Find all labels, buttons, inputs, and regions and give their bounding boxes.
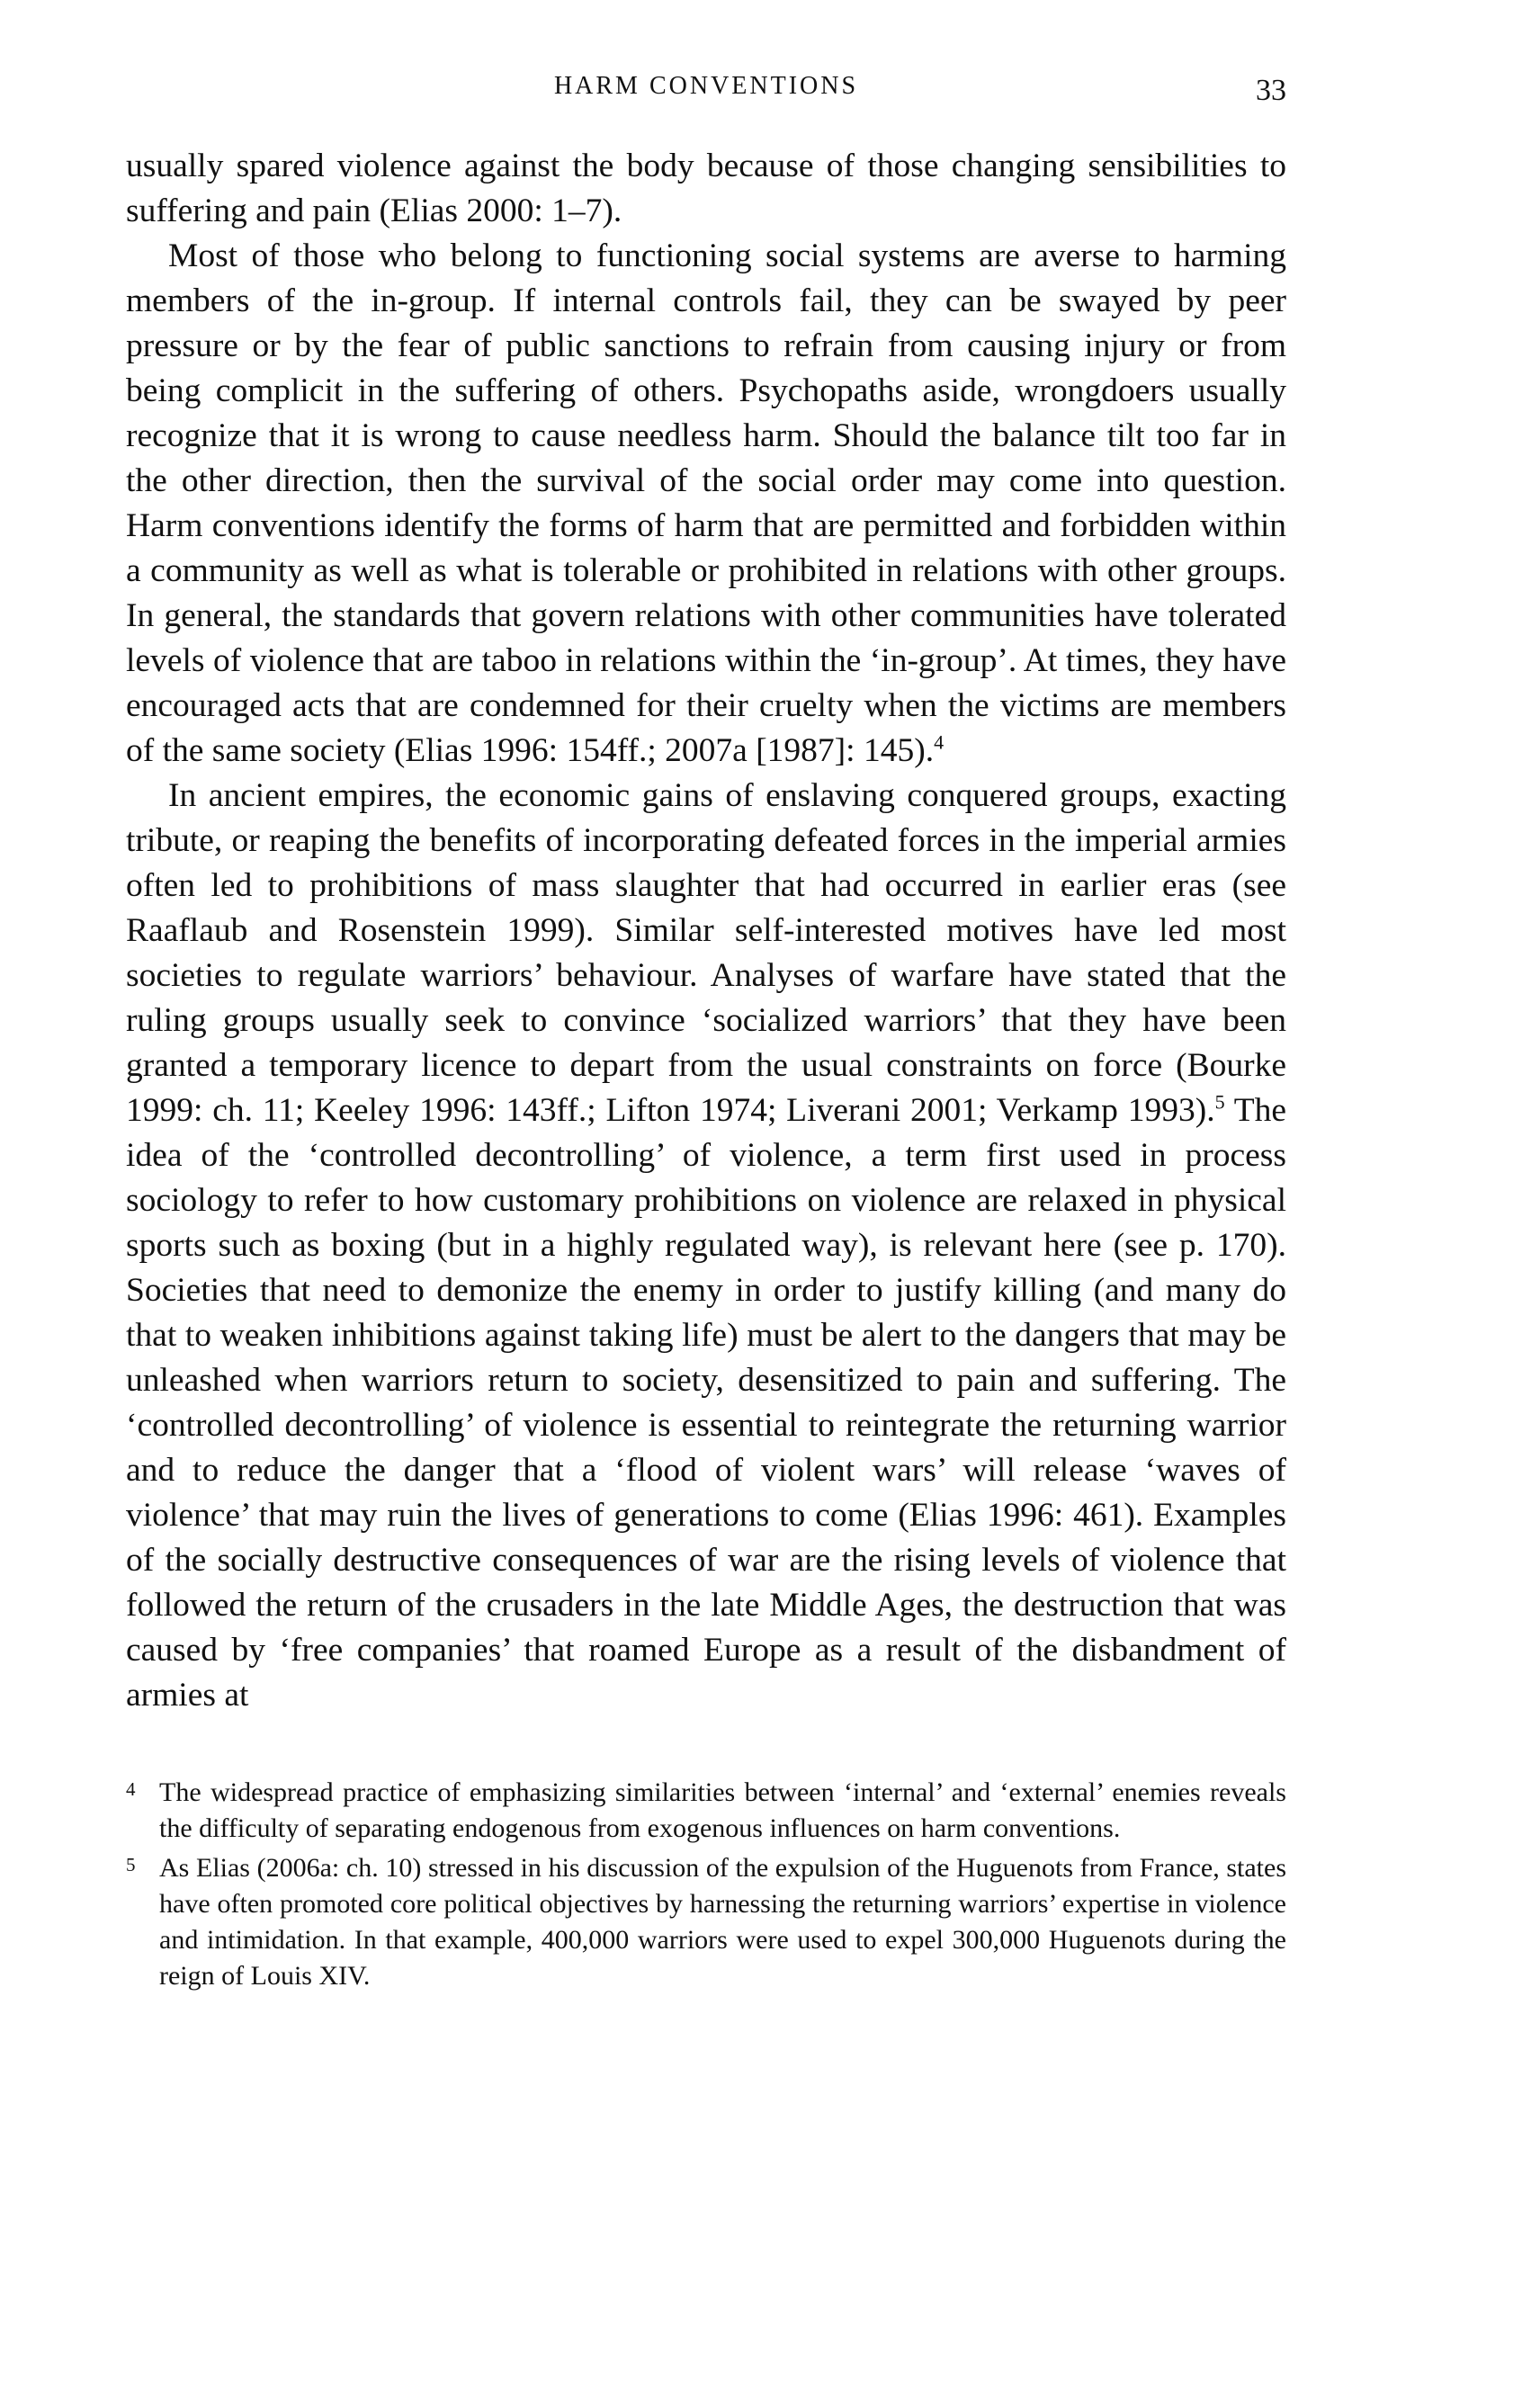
book-page xyxy=(126,63,1286,1998)
footnote-number: 4 xyxy=(126,1778,136,1800)
paragraph-continuation: usually spared violence against the body because of those changing sensibilities to suffering and pain (Elias 2000: 1–7). xyxy=(126,148,1286,229)
paragraph-text: The idea of the ‘controlled decontrolling’ of violence, a term first used in process sociology to refer to how customary prohibitions on violence are relaxed in physical sports such as boxing (but in a highly regulated way), is relevant here (see p. 170). Societies that need to demonize the enemy in order to justify killing (and many do that to weaken inhibitions against taking life) must be alert to the dangers that may be unleashed when warriors return to society, desensitized to pain and suffering. The ‘controlled decontrolling’ of violence is essential to reintegrate the returning warrior and to reduce the danger that a ‘flood of violent wars’ will release ‘waves of violence’ that may ruin the lives of generations to come (Elias 1996: 461). Examples of the socially destructive consequences of war are the rising levels of violence that followed the return of the crusaders in the late Middle Ages, the destruction that was caused by ‘free companies’ that roamed Europe as a result of the disbandment of armies at xyxy=(126,1092,1286,1714)
paragraph-ancient-empires xyxy=(126,774,1286,1718)
paragraph-text: In ancient empires, the economic gains of enslaving conquered groups, exacting tribute, or reaping the benefits of incorporating defeated forces in the imperial armies often led to prohibitions of mass slaughter that had occurred in earlier eras (see Raaflaub and Rosenstein 1999). Similar self-interested motives have led most societies to regulate warriors’ behaviour. Analyses of warfare have stated that the ruling groups usually seek to convince ‘socialized warriors’ that they have been granted a temporary licence to depart from the usual constraints on force (Bourke 1999: ch. 11; Keeley 1996: 143ff.; Lifton 1974; Liverani 2001; Verkamp 1993). xyxy=(126,777,1286,1129)
page-number: 33 xyxy=(1256,74,1286,107)
footnote xyxy=(126,1850,1286,1994)
footnote-text: The widespread practice of emphasizing similarities between ‘internal’ and ‘external’ enemies reveals the difficulty of separating endogenous from exogenous influences on harm conventions. xyxy=(159,1777,1286,1843)
running-header xyxy=(126,63,1286,117)
footnote-text: As Elias (2006a: ch. 10) stressed in his discussion of the expulsion of the Huguenots from France, states have often promoted core political objectives by harnessing the returning warriors’ expertise in violence and intimidation. In that example, 400,000 warriors were used to expel 300,000 Huguenots during the reign of Louis XIV. xyxy=(159,1853,1286,1991)
body-text xyxy=(126,144,1286,1718)
footnote-number: 5 xyxy=(126,1854,136,1875)
footnote xyxy=(126,1775,1286,1847)
paragraph-text: Most of those who belong to functioning social systems are averse to harming members of the in-group. If internal controls fail, they can be swayed by peer pressure or by the fear of public sanctions to refrain from causing injury or from being complicit in the suffering of others. Psychopaths aside, wrongdoers usually recognize that it is wrong to cause needless harm. Should the balance tilt too far in the other direction, then the survival of the social order may come into question. Harm conventions identify the forms of harm that are permitted and forbidden within a community as well as what is tolerable or prohibited in relations with other groups. In general, the standards that govern relations with other communities have tolerated levels of violence that are taboo in relations within the ‘in-group’. At times, they have encouraged acts that are condemned for their cruelty when the victims are members of the same society (Elias 1996: 154ff.; 2007a [1987]: 145). xyxy=(126,237,1286,769)
footnotes xyxy=(126,1775,1286,1994)
paragraph-harm-conventions xyxy=(126,234,1286,774)
footnote-reference[interactable]: 4 xyxy=(934,730,945,754)
running-title: HARM CONVENTIONS xyxy=(553,72,859,100)
footnote-reference[interactable]: 5 xyxy=(1214,1090,1225,1114)
